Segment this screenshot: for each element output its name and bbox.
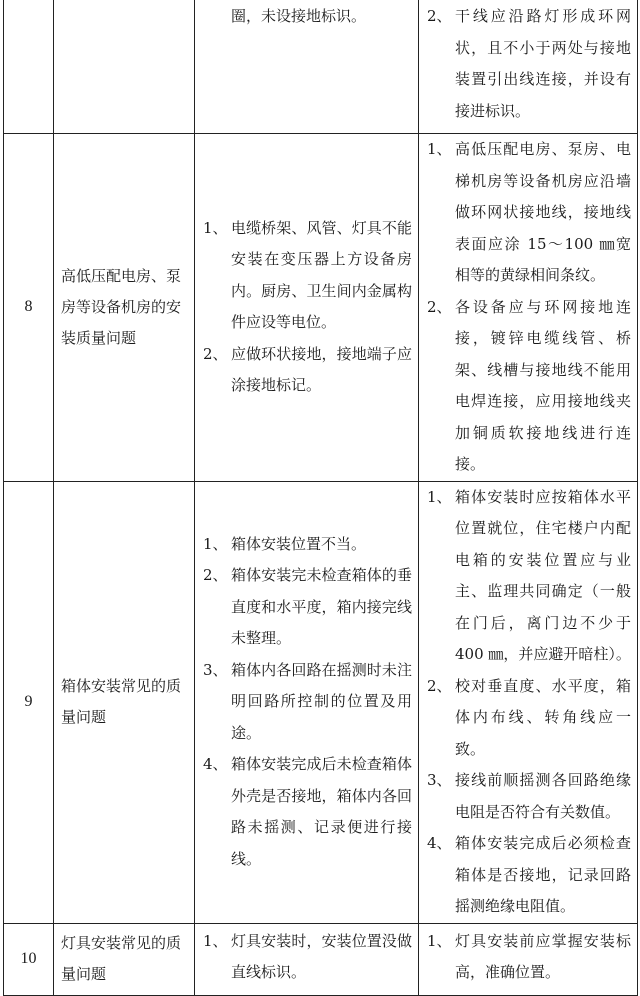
measure-text: 干线应沿路灯形成环网状，且不小于两处与接地装置引出线连接，并设有接进标识。 <box>455 7 631 120</box>
measure-item <box>427 1 631 127</box>
cause-text: 灯具安装时，安装位置没做直线标识。 <box>231 931 412 981</box>
cause-marker: 1、 <box>203 218 228 237</box>
cause-marker: 3、 <box>203 660 228 679</box>
cause-text: 应做环状接地，接地端子应涂接地标记。 <box>231 344 412 395</box>
measure-marker: 2、 <box>427 297 452 316</box>
measure-item <box>427 828 631 923</box>
measure-item <box>427 482 631 671</box>
measure-item <box>427 926 631 989</box>
cause-cell <box>195 923 419 995</box>
measure-text: 灯具安装前应掌握安装标高，准确位置。 <box>455 931 631 981</box>
measure-text: 校对垂直度、水平度，箱体内布线、转角线应一致。 <box>455 676 631 758</box>
cause-cell <box>195 481 419 923</box>
cause-item <box>203 655 412 750</box>
measure-text: 高低压配电房、泵房、电梯机房等设备机房应沿墙做环网状接地线，接地线表面应涂 15～100 ㎜宽相等的黄绿相间条纹。 <box>455 140 631 284</box>
cause-marker: 2、 <box>203 566 228 585</box>
table-row <box>4 923 638 995</box>
cause-item <box>203 1 412 33</box>
cause-marker: 4、 <box>203 755 228 774</box>
cause-text: 箱体安装位置不当。 <box>231 534 367 553</box>
measure-marker: 4、 <box>427 834 452 852</box>
problem-cell: 高低压配电房、泵房等设备机房的安装质量问题 <box>54 134 195 482</box>
cause-item <box>203 339 412 402</box>
cause-text: 圈，未设接地标识。 <box>231 7 367 25</box>
cause-cell <box>195 0 419 134</box>
quality-problems-table <box>3 0 638 996</box>
cause-item <box>203 213 412 339</box>
cause-item <box>203 529 412 561</box>
cause-marker: 2、 <box>203 344 228 363</box>
problem-cell <box>54 0 195 134</box>
table-row <box>4 0 638 134</box>
row-number-cell: 9 <box>4 481 54 923</box>
measure-text: 箱体安装完成后必须检查箱体是否接地，记录回路摇测绝缘电阻值。 <box>455 834 631 915</box>
cause-text: 箱体内各回路在摇测时未注明回路所控制的位置及用途。 <box>231 660 412 742</box>
measure-text: 箱体安装时应按箱体水平位置就位，住宅楼户内配电箱的安装位置应与业主、监理共同确定（一般在门后，离门边不少于 400 ㎜，并应避开暗柱）。 <box>455 487 631 663</box>
row-number-cell: 10 <box>4 923 54 995</box>
cause-text: 电缆桥架、风管、灯具不能安装在变压器上方设备房内。厨房、卫生间内金属构件应设等电位。 <box>231 218 412 332</box>
measure-item <box>427 292 631 481</box>
cause-text: 箱体安装完成后未检查箱体外壳是否接地，箱体内各回路未摇测、记录便进行接线。 <box>231 755 412 868</box>
cause-text: 箱体安装完未检查箱体的垂直度和水平度，箱内接完线未整理。 <box>231 566 412 648</box>
measure-cell <box>419 134 638 482</box>
row-number-cell <box>4 0 54 134</box>
measure-marker: 1、 <box>427 140 452 158</box>
cause-item <box>203 560 412 655</box>
measure-cell <box>419 0 638 134</box>
measure-cell <box>419 481 638 923</box>
measure-item <box>427 765 631 828</box>
measure-cell <box>419 923 638 995</box>
cause-cell <box>195 134 419 482</box>
measure-marker: 1、 <box>427 931 452 950</box>
measure-item <box>427 671 631 766</box>
measure-marker: 2、 <box>427 676 452 695</box>
cause-marker: 1、 <box>203 534 228 553</box>
measure-item <box>427 134 631 292</box>
problem-cell: 灯具安装常见的质量问题 <box>54 923 195 995</box>
row-number-cell: 8 <box>4 134 54 482</box>
measure-marker: 1、 <box>427 487 452 506</box>
cause-item <box>203 926 412 989</box>
measure-marker: 2、 <box>427 7 452 25</box>
table-row <box>4 481 638 923</box>
measure-text: 接线前顺摇测各回路绝缘电阻是否符合有关数值。 <box>455 771 631 821</box>
table-row <box>4 134 638 482</box>
cause-item <box>203 749 412 875</box>
measure-text: 各设备应与环网接地连接，镀锌电缆线管、桥架、线槽与接地线不能用电焊连接，应用接地线夹加铜质软接地线进行连接。 <box>455 297 631 473</box>
measure-marker: 3、 <box>427 771 452 789</box>
problem-cell: 箱体安装常见的质量问题 <box>54 481 195 923</box>
cause-marker: 1、 <box>203 931 228 950</box>
cause-marker <box>203 1 231 33</box>
